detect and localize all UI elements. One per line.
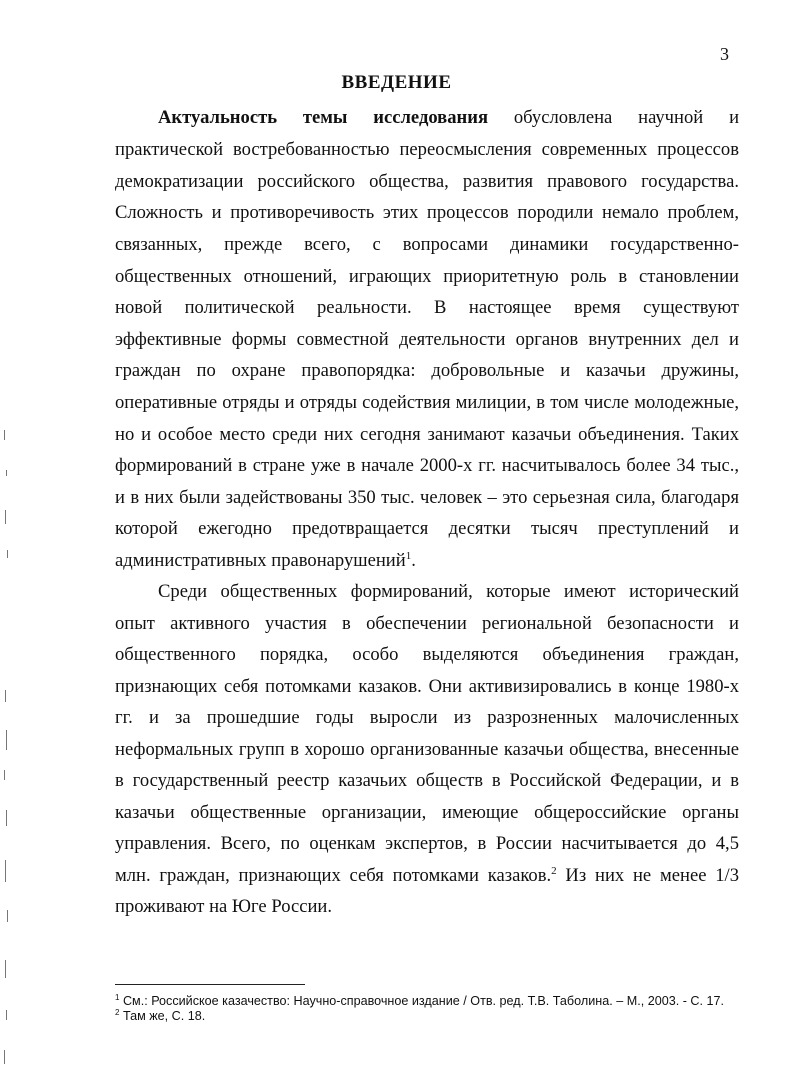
paragraph-line: эффективные формы совместной деятельности органов внутренних дел и xyxy=(115,329,739,350)
footnote-2 xyxy=(115,1009,755,1023)
paragraph-line: связанных, прежде всего, с вопросами динамики государственно- xyxy=(115,234,739,255)
paragraph-last-line xyxy=(115,550,739,572)
page-title: ВВЕДЕНИЕ xyxy=(341,72,452,93)
page-number: 3 xyxy=(720,44,729,64)
footnote-text: См.: Российское казачество: Научно-справочное издание / Отв. ред. Т.В. Таболина. – М., 2003. - С. 17. xyxy=(119,994,725,1008)
footnote-separator xyxy=(115,984,305,985)
paragraph-line: формирований в стране уже в начале 2000-х гг. насчитывалось более 34 тыс., xyxy=(115,455,739,476)
paragraph-line: в государственный реестр казачьих обществ в Российской Федерации, и в xyxy=(115,770,739,791)
paragraph-line: но и особое место среди них сегодня занимают казачьи объединения. Таких xyxy=(115,424,739,445)
text-run: . xyxy=(411,550,416,571)
paragraph-line: практической востребованностью переосмысления современных процессов xyxy=(115,139,739,160)
footnote-mark: 1 xyxy=(115,992,120,1002)
paragraph-line: которой ежегодно предотвращается десятки тысяч преступлений и xyxy=(115,518,739,539)
paragraph-line: гг. и за прошедшие годы выросли из разрозненных малочисленных xyxy=(115,707,739,728)
paragraph-line: казачьи общественные организации, имеющие общероссийские органы xyxy=(115,802,739,823)
bold-lead-word: исследования xyxy=(373,107,489,128)
paragraph-line: новой политической реальности. В настоящее время существуют xyxy=(115,297,739,318)
paragraph-line: неформальных групп в хорошо организованные казачьи общества, внесенные xyxy=(115,739,739,760)
paragraph-line: граждан по охране правопорядка: добровольные и казачьи дружины, xyxy=(115,360,739,381)
paragraph-line xyxy=(158,107,739,129)
paragraph-line: Среди общественных формирований, которые имеют исторический xyxy=(158,581,739,602)
footnote-mark: 2 xyxy=(115,1007,120,1017)
paragraph-last-line: проживают на Юге России. xyxy=(115,896,333,917)
bold-lead-word: темы xyxy=(302,107,348,128)
paragraph-line: опыт активного участия в обеспечении региональной безопасности и xyxy=(115,613,739,634)
text-run: административных правонарушений xyxy=(115,550,406,571)
text-word: обусловлена xyxy=(513,107,613,128)
text-run: млн. граждан, признающих себя потомками казаков. xyxy=(115,865,552,886)
paragraph-line: оперативные отряды и отряды содействия милиции, в том числе молодежные, xyxy=(115,392,739,413)
text-word: и xyxy=(729,107,740,128)
paragraph-line: общественного порядка, особо выделяются объединения граждан, xyxy=(115,644,739,665)
text-word: научной xyxy=(638,107,704,128)
paragraph-line: управления. Всего, по оценкам экспертов, в России насчитывается до 4,5 xyxy=(115,833,739,854)
paragraph-line xyxy=(115,865,739,887)
scan-margin-artifacts xyxy=(0,430,14,1080)
paragraph-line: Сложность и противоречивость этих процессов породили немало проблем, xyxy=(115,202,739,223)
footnote-ref[interactable]: 2 xyxy=(551,864,557,877)
paragraph-line: демократизации российского общества, развития правового государства. xyxy=(115,171,739,192)
footnote-1 xyxy=(115,994,755,1008)
text-run: Из них не менее 1/3 xyxy=(556,865,739,886)
footnote-text: Там же, С. 18. xyxy=(119,1009,206,1023)
paragraph-line: общественных отношений, играющих приоритетную роль в становлении xyxy=(115,266,739,287)
paragraph-line: и в них были задействованы 350 тыс. человек – это серьезная сила, благодаря xyxy=(115,487,739,508)
paragraph-line: признающих себя потомками казаков. Они активизировались в конце 1980-х xyxy=(115,676,739,697)
bold-lead-word: Актуальность xyxy=(158,107,278,128)
footnote-ref[interactable]: 1 xyxy=(405,549,412,562)
